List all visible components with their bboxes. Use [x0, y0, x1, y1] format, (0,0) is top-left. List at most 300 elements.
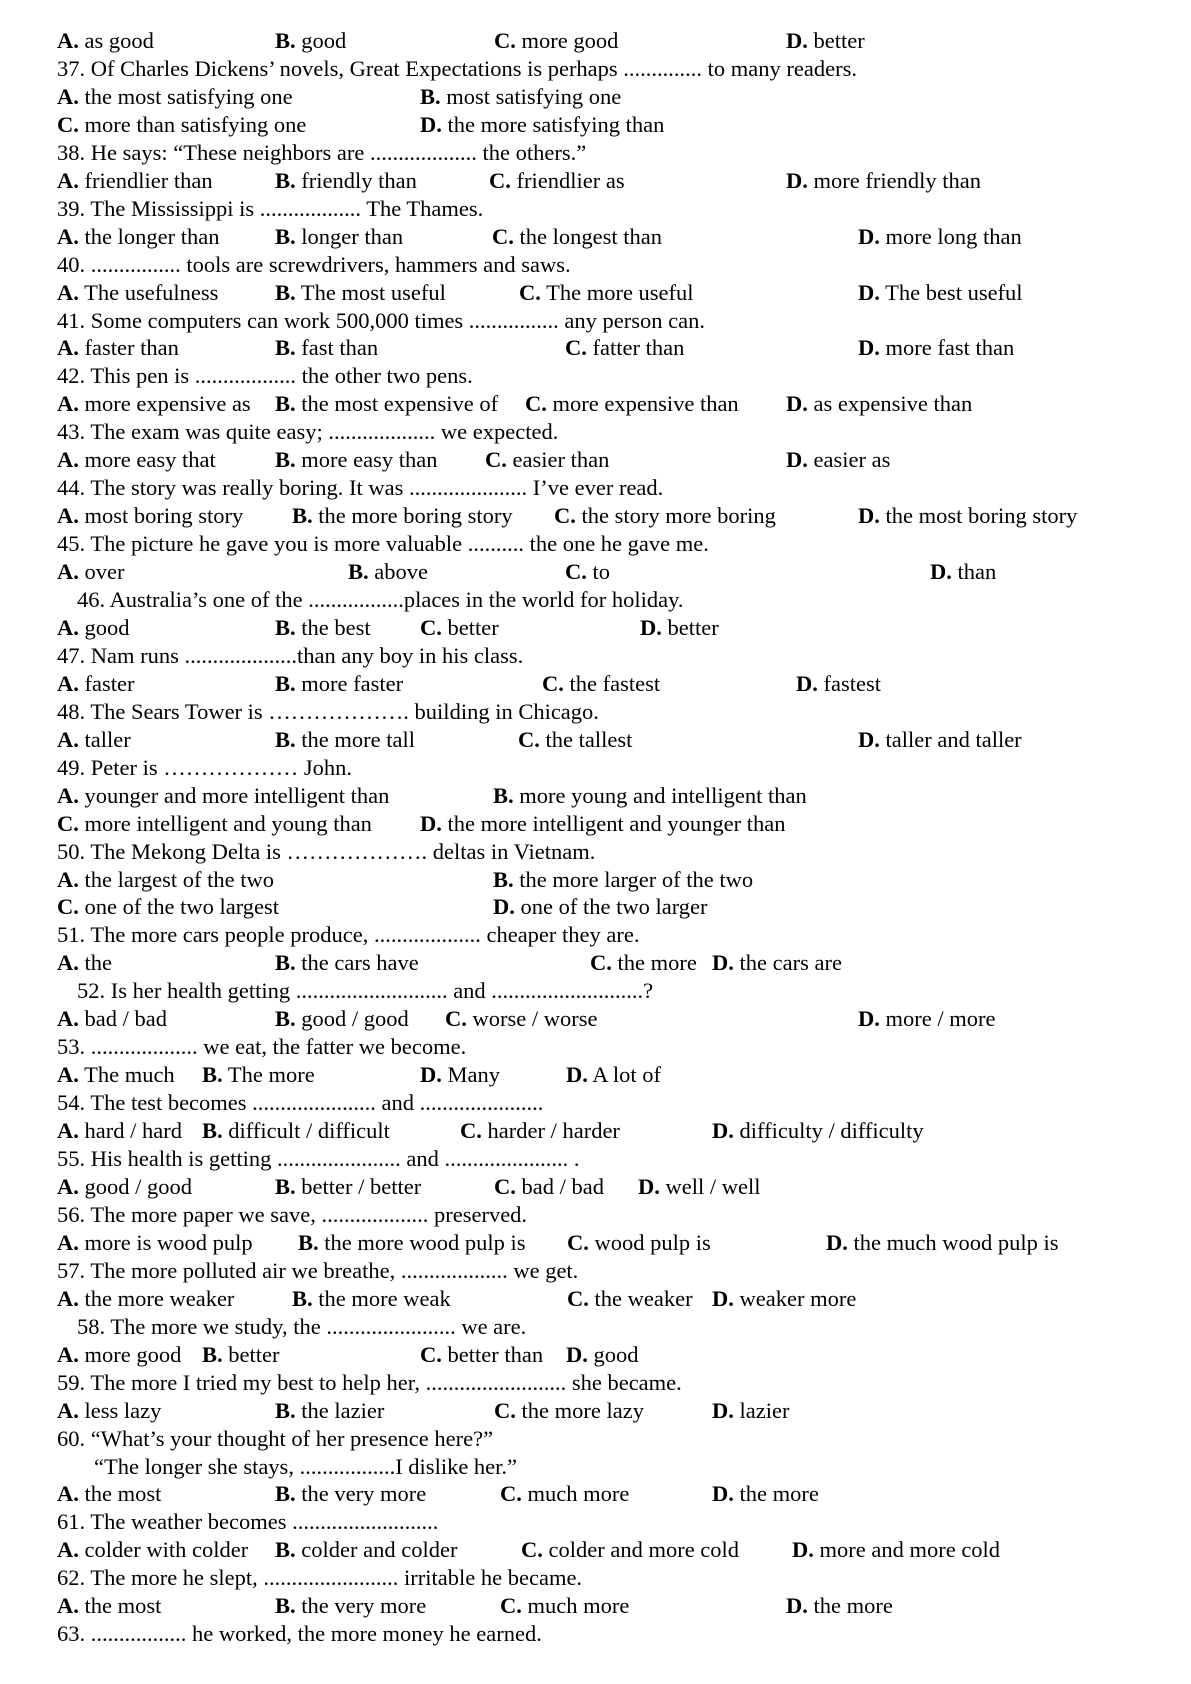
- option-text: Many: [441, 1062, 500, 1088]
- option-text: hard / hard: [78, 1118, 182, 1143]
- option-text: longer than: [295, 223, 404, 249]
- option-text: The best useful: [879, 279, 1023, 305]
- option-c: [494, 1173, 604, 1201]
- option-d: [786, 167, 981, 195]
- question-body: 50. The Mekong Delta is ………………. deltas in Vietnam.: [57, 838, 596, 864]
- question-body: 58. The more we study, the ....................... we are.: [77, 1313, 527, 1339]
- option-text: the more weaker: [78, 1285, 235, 1311]
- option-a: [57, 1341, 181, 1369]
- option-d: [858, 334, 1014, 362]
- option-text: the largest of the two: [78, 866, 275, 892]
- option-text: the very more: [295, 1593, 427, 1619]
- option-letter: C.: [494, 1397, 516, 1423]
- question-text: [57, 1620, 542, 1648]
- option-letter: C.: [565, 559, 587, 584]
- question-body: 39. The Mississippi is .................. The Thames.: [57, 195, 484, 221]
- option-text: more easy that: [78, 447, 216, 473]
- option-letter: B.: [275, 950, 296, 976]
- option-letter: C.: [492, 223, 514, 249]
- option-text: more good: [78, 1341, 182, 1367]
- option-letter: D.: [786, 28, 808, 53]
- option-text: more young and intelligent than: [513, 782, 807, 808]
- option-d: [858, 502, 1077, 530]
- option-c: [460, 1117, 620, 1145]
- option-a: [57, 27, 154, 55]
- option-text: the more lazy: [515, 1397, 644, 1423]
- option-text: more / more: [879, 1006, 996, 1032]
- option-letter: C.: [542, 670, 564, 696]
- option-text: lazier: [733, 1397, 790, 1423]
- option-d: [786, 390, 972, 418]
- option-letter: C.: [567, 1229, 589, 1255]
- option-b: [275, 390, 498, 418]
- option-text: the: [78, 950, 112, 976]
- option-a: [57, 1592, 161, 1620]
- option-text: the weaker: [588, 1285, 693, 1311]
- question-text: [57, 754, 352, 782]
- option-letter: B.: [275, 670, 296, 696]
- option-a: [57, 726, 131, 754]
- option-a: [57, 167, 213, 195]
- option-b: [202, 1117, 390, 1145]
- question-text: [57, 307, 705, 335]
- question-body: 52. Is her health getting ........................... and ...........................?: [77, 978, 654, 1004]
- option-letter: D.: [786, 1593, 808, 1619]
- option-letter: C.: [519, 279, 541, 305]
- option-letter: D.: [786, 447, 808, 473]
- option-text: good: [78, 614, 130, 640]
- option-letter: C.: [500, 1481, 522, 1507]
- option-letter: B.: [275, 1397, 296, 1423]
- option-c: [542, 670, 660, 698]
- option-text: bad / bad: [515, 1174, 604, 1199]
- option-text: friendly than: [295, 167, 417, 193]
- option-c: [518, 726, 632, 754]
- option-text: good / good: [295, 1006, 409, 1032]
- option-text: as expensive than: [807, 391, 973, 417]
- option-a: [57, 866, 274, 894]
- option-c: [494, 27, 618, 55]
- option-b: [275, 726, 415, 754]
- option-text: the most: [78, 1593, 162, 1619]
- option-c: [445, 1005, 597, 1033]
- option-text: taller and taller: [879, 726, 1022, 752]
- option-letter: C.: [445, 1006, 467, 1032]
- question-text: [57, 195, 483, 223]
- option-b: [348, 558, 428, 586]
- option-text: the fastest: [563, 670, 661, 696]
- option-letter: A.: [57, 1118, 79, 1143]
- option-letter: C.: [57, 810, 79, 836]
- option-letter: B.: [275, 167, 296, 193]
- option-d: [712, 949, 842, 977]
- option-b: [275, 949, 419, 977]
- option-b: [275, 1480, 426, 1508]
- option-letter: A.: [57, 1285, 79, 1311]
- question-body: 62. The more he slept, ........................ irritable he became.: [57, 1565, 583, 1591]
- option-text: fatter than: [586, 335, 685, 361]
- option-d: [858, 223, 1022, 251]
- option-text: than: [951, 559, 997, 584]
- option-b: [298, 1229, 526, 1257]
- option-text: more and more cold: [813, 1537, 1001, 1563]
- question-body: 41. Some computers can work 500,000 times ................ any person can.: [57, 307, 706, 333]
- option-text: The most useful: [295, 279, 446, 305]
- option-c: [500, 1592, 629, 1620]
- option-letter: D.: [712, 1481, 734, 1507]
- option-letter: D.: [638, 1174, 660, 1199]
- option-letter: D.: [566, 1341, 588, 1367]
- option-text: the much wood pulp is: [847, 1229, 1059, 1255]
- option-b: [420, 111, 664, 139]
- option-letter: D.: [786, 167, 808, 193]
- question-body: 38. He says: “These neighbors are ................... the others.”: [57, 139, 587, 165]
- option-d: [826, 1229, 1058, 1257]
- option-c: [494, 1397, 644, 1425]
- option-letter: B.: [202, 1341, 223, 1367]
- option-letter: D.: [786, 391, 808, 417]
- option-c: [567, 1229, 711, 1257]
- option-letter: B.: [275, 391, 296, 417]
- option-letter: B.: [275, 447, 296, 473]
- option-letter: A.: [57, 1174, 79, 1199]
- question-text: [57, 1201, 527, 1229]
- option-c: [500, 1480, 629, 1508]
- option-letter: D.: [858, 1006, 880, 1032]
- option-b: [493, 893, 708, 921]
- option-text: bad / bad: [78, 1006, 167, 1032]
- option-text: weaker more: [733, 1285, 857, 1311]
- question-body: 48. The Sears Tower is ………………. building in Chicago.: [57, 698, 599, 724]
- option-letter: A.: [57, 1229, 79, 1255]
- option-d: [566, 1341, 639, 1369]
- option-a: [57, 1285, 234, 1313]
- option-a: [57, 502, 243, 530]
- option-letter: A.: [57, 559, 79, 584]
- option-text: faster: [78, 670, 135, 696]
- option-text: to: [586, 559, 611, 584]
- option-letter: A.: [57, 614, 79, 640]
- option-letter: D.: [712, 1397, 734, 1423]
- option-letter: A.: [57, 1341, 79, 1367]
- option-letter: B.: [275, 1174, 296, 1199]
- option-letter: D.: [712, 950, 734, 976]
- question-text: [57, 530, 709, 558]
- option-a: [57, 1229, 253, 1257]
- option-letter: B.: [298, 1229, 319, 1255]
- option-b: [420, 83, 621, 111]
- question-text: [57, 139, 586, 167]
- option-letter: C.: [565, 335, 587, 361]
- option-text: over: [78, 559, 125, 584]
- option-text: more expensive than: [546, 391, 739, 417]
- option-text: difficulty / difficulty: [733, 1118, 924, 1143]
- question-body: 61. The weather becomes ..........................: [57, 1509, 439, 1535]
- option-text: good: [587, 1341, 639, 1367]
- option-text: the more wood pulp is: [318, 1229, 526, 1255]
- option-b: [275, 1173, 421, 1201]
- question-body: 42. This pen is .................. the other two pens.: [57, 363, 473, 389]
- option-a: [57, 1061, 175, 1089]
- option-text: more friendly than: [807, 167, 981, 193]
- option-text: the more: [733, 1481, 819, 1507]
- question-text: [57, 474, 663, 502]
- option-d: [858, 726, 1022, 754]
- question-text: [57, 1508, 438, 1536]
- question-body: 47. Nam runs ....................than any boy in his class.: [57, 642, 524, 668]
- option-letter: D.: [420, 1062, 442, 1088]
- option-letter: C.: [521, 1537, 543, 1563]
- option-d: [712, 1480, 819, 1508]
- option-letter: B.: [275, 726, 296, 752]
- option-d: [796, 670, 881, 698]
- option-text: more faster: [295, 670, 404, 696]
- option-letter: D.: [796, 670, 818, 696]
- option-letter: D.: [826, 1229, 848, 1255]
- option-c: [565, 334, 684, 362]
- option-letter: C.: [420, 614, 442, 640]
- option-text: the best: [295, 614, 371, 640]
- option-text: fastest: [817, 670, 881, 696]
- option-text: wood pulp is: [588, 1229, 711, 1255]
- option-b: [493, 782, 807, 810]
- option-letter: D.: [493, 894, 515, 920]
- option-letter: B.: [275, 614, 296, 640]
- option-d: [566, 1061, 661, 1089]
- question-body: 45. The picture he gave you is more valuable .......... the one he gave me.: [57, 531, 709, 557]
- option-c: [567, 1285, 693, 1313]
- option-text: the longer than: [78, 223, 220, 249]
- question-text: [77, 977, 653, 1005]
- option-letter: A.: [57, 223, 79, 249]
- option-c: [519, 279, 694, 307]
- option-text: friendlier as: [510, 167, 625, 193]
- option-b: [275, 614, 371, 642]
- option-letter: A.: [57, 1593, 79, 1619]
- option-letter: B.: [275, 223, 296, 249]
- option-b: [275, 27, 346, 55]
- option-d: [712, 1397, 789, 1425]
- question-body: 51. The more cars people produce, ................... cheaper they are.: [57, 922, 640, 948]
- question-text: [57, 362, 473, 390]
- option-letter: C.: [494, 1174, 516, 1199]
- option-letter: A.: [57, 503, 79, 529]
- option-a: [57, 1117, 182, 1145]
- question-text: [57, 1369, 682, 1397]
- question-text: [57, 1033, 466, 1061]
- option-text: more long than: [879, 223, 1022, 249]
- option-letter: D.: [858, 223, 880, 249]
- option-b: [420, 810, 786, 838]
- option-d: [638, 1173, 760, 1201]
- question-body: 56. The more paper we save, ................... preserved.: [57, 1201, 528, 1227]
- option-text: the most boring story: [879, 503, 1078, 529]
- option-letter: B.: [275, 335, 296, 361]
- option-text: fast than: [295, 335, 379, 361]
- option-letter: B.: [202, 1062, 223, 1088]
- option-letter: C.: [57, 894, 79, 920]
- question-text: [57, 921, 639, 949]
- option-letter: B.: [493, 782, 514, 808]
- option-d: [858, 279, 1023, 307]
- question-text: [57, 1257, 578, 1285]
- option-letter: D.: [566, 1062, 588, 1088]
- option-letter: D.: [858, 335, 880, 361]
- option-c: [525, 390, 739, 418]
- option-text: younger and more intelligent than: [78, 782, 390, 808]
- option-letter: B.: [275, 1537, 296, 1563]
- option-letter: B.: [275, 279, 296, 305]
- option-a: [57, 1005, 167, 1033]
- option-text: better / better: [295, 1174, 422, 1199]
- option-a: [57, 223, 219, 251]
- question-body: 63. ................. he worked, the more money he earned.: [57, 1621, 542, 1647]
- question-text: [57, 642, 523, 670]
- option-a: [57, 782, 389, 810]
- option-letter: B.: [420, 83, 441, 109]
- option-letter: A.: [57, 28, 79, 53]
- option-c: [489, 167, 625, 195]
- option-text: as good: [78, 28, 154, 53]
- option-letter: A.: [57, 782, 79, 808]
- option-letter: A.: [57, 1006, 79, 1032]
- question-body: 60. “What’s your thought of her presence here?”: [57, 1425, 494, 1451]
- question-text: [57, 1145, 579, 1173]
- option-c: [492, 223, 662, 251]
- option-d: [930, 558, 996, 586]
- option-text: the cars are: [733, 950, 842, 976]
- option-b: [202, 1341, 279, 1369]
- option-letter: A.: [57, 335, 79, 361]
- option-letter: D.: [930, 559, 952, 584]
- option-letter: C.: [460, 1118, 482, 1143]
- option-a: [57, 1480, 161, 1508]
- option-text: more is wood pulp: [78, 1229, 253, 1255]
- option-text: the most expensive of: [295, 391, 499, 417]
- option-text: A lot of: [587, 1062, 662, 1088]
- option-text: one of the two largest: [78, 894, 280, 920]
- option-b: [275, 223, 403, 251]
- option-letter: C.: [500, 1593, 522, 1619]
- question-text: [57, 251, 571, 279]
- option-d: [712, 1117, 924, 1145]
- option-letter: A.: [57, 1397, 79, 1423]
- option-letter: B.: [292, 503, 313, 529]
- option-text: most boring story: [78, 503, 244, 529]
- option-a: [57, 390, 251, 418]
- option-a: [57, 893, 279, 921]
- question-body: 37. Of Charles Dickens’ novels, Great Expectations is perhaps .............. to many readers.: [57, 56, 857, 81]
- option-b: [292, 502, 513, 530]
- option-text: more good: [515, 28, 619, 53]
- option-text: much more: [521, 1593, 630, 1619]
- option-a: [57, 334, 179, 362]
- option-text: most satisfying one: [440, 83, 622, 109]
- question-body: 53. ................... we eat, the fatter we become.: [57, 1034, 467, 1060]
- option-text: harder / harder: [481, 1118, 620, 1143]
- option-text: The more useful: [540, 279, 694, 305]
- option-text: the more tall: [295, 726, 415, 752]
- option-letter: B.: [275, 28, 296, 53]
- option-d: [858, 1005, 995, 1033]
- option-b: [275, 1005, 409, 1033]
- option-text: good: [295, 28, 347, 53]
- option-d: [712, 1285, 856, 1313]
- option-c: [554, 502, 776, 530]
- question-text: [77, 586, 684, 614]
- option-letter: A.: [57, 447, 79, 473]
- option-text: the lazier: [295, 1397, 385, 1423]
- option-letter: B.: [292, 1285, 313, 1311]
- option-letter: A.: [57, 1062, 79, 1088]
- option-c: [420, 1341, 543, 1369]
- question-body: 49. Peter is ……………… John.: [57, 754, 352, 780]
- question-text: [57, 1425, 493, 1453]
- option-a: [57, 949, 112, 977]
- question-body: 59. The more I tried my best to help her, ......................... she became.: [57, 1369, 682, 1395]
- option-letter: A.: [57, 1537, 79, 1563]
- option-text: The much: [78, 1062, 175, 1088]
- option-letter: D.: [640, 614, 662, 640]
- option-text: better: [441, 614, 499, 640]
- option-text: one of the two larger: [514, 894, 708, 920]
- option-text: the story more boring: [575, 503, 776, 529]
- option-text: better: [222, 1341, 280, 1367]
- question-text: [57, 55, 857, 83]
- option-letter: A.: [57, 83, 79, 109]
- option-text: above: [368, 559, 428, 584]
- option-d: [786, 446, 890, 474]
- option-text: the longest than: [513, 223, 662, 249]
- question-body: “The longer she stays, .................I dislike her.”: [94, 1453, 518, 1479]
- option-letter: D.: [858, 279, 880, 305]
- question-text: [57, 1564, 582, 1592]
- option-b: [292, 1285, 451, 1313]
- option-a: [57, 1536, 248, 1564]
- question-text: [94, 1453, 517, 1481]
- option-text: the more intelligent and younger than: [441, 810, 786, 836]
- option-text: well / well: [659, 1174, 761, 1199]
- option-text: the more larger of the two: [513, 866, 754, 892]
- option-text: much more: [521, 1481, 630, 1507]
- option-letter: B.: [348, 559, 369, 584]
- option-text: the most: [78, 1481, 162, 1507]
- option-letter: C.: [525, 391, 547, 417]
- option-c: [420, 1061, 500, 1089]
- option-b: [202, 1061, 315, 1089]
- option-d: [640, 614, 719, 642]
- option-text: the more satisfying than: [441, 111, 665, 137]
- option-text: colder and colder: [295, 1537, 458, 1563]
- question-body: 40. ................ tools are screwdrivers, hammers and saws.: [57, 251, 571, 277]
- question-body: 44. The story was really boring. It was ..................... I’ve ever read.: [57, 475, 664, 501]
- option-text: less lazy: [78, 1397, 162, 1423]
- option-text: taller: [78, 726, 131, 752]
- question-body: 55. His health is getting ...................... and ...................... .: [57, 1146, 580, 1171]
- option-a: [57, 614, 130, 642]
- option-text: more fast than: [879, 335, 1015, 361]
- option-letter: A.: [57, 1481, 79, 1507]
- option-text: faster than: [78, 335, 179, 361]
- option-a: [57, 446, 216, 474]
- option-letter: C.: [494, 28, 516, 53]
- option-text: more easy than: [295, 447, 438, 473]
- option-text: the more: [807, 1593, 893, 1619]
- option-letter: D.: [858, 726, 880, 752]
- option-letter: A.: [57, 167, 79, 193]
- option-c: [420, 614, 499, 642]
- option-letter: A.: [57, 726, 79, 752]
